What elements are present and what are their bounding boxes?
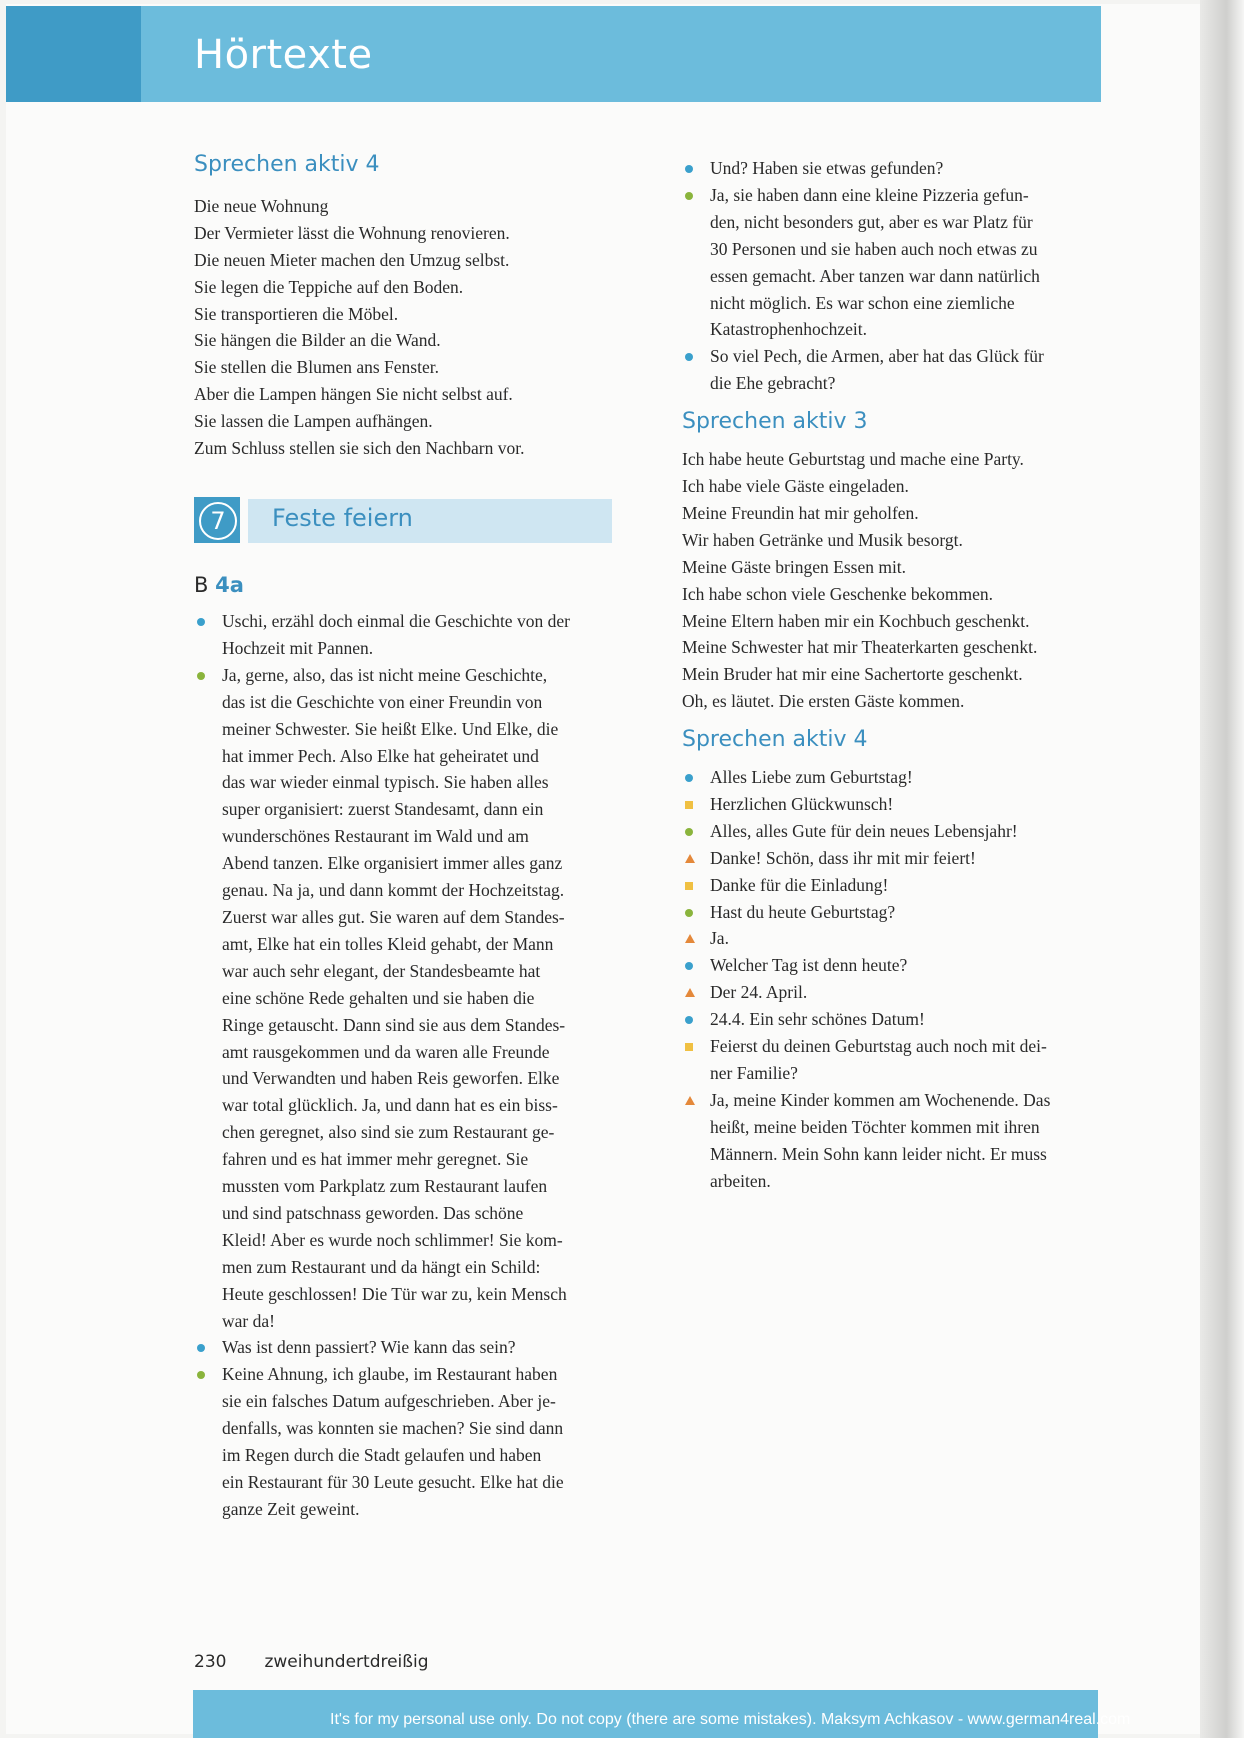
text-line: wunderschönes Restaurant im Wald und am <box>222 826 529 847</box>
dialog-item <box>194 662 624 1335</box>
exercise-label <box>194 573 244 597</box>
blue-dot-icon <box>197 1344 205 1352</box>
text-line: nicht möglich. Es war schon eine ziemliche <box>710 292 1015 313</box>
text-line: Heute geschlossen! Die Tür war zu, kein Mensch <box>222 1283 567 1304</box>
text-line: Was ist denn passiert? Wie kann das sein? <box>222 1337 516 1358</box>
text-line: super organisiert: zuerst Standesamt, dann ein <box>222 799 544 820</box>
text-line: ner Familie? <box>710 1063 798 1083</box>
text-line: Danke! Schön, dass ihr mit mir feiert! <box>710 847 976 868</box>
green-dot-icon <box>685 192 693 200</box>
text-line: Sie stellen die Blumen ans Fenster. <box>194 357 439 378</box>
text-line: Oh, es läutet. Die ersten Gäste kommen. <box>682 691 965 712</box>
section-heading-sprechen-aktiv-3: Sprechen aktiv 3 <box>682 409 868 435</box>
text-line: Sie hängen die Bilder an die Wand. <box>194 330 441 351</box>
text-line: Männern. Mein Sohn kann leider nicht. Er muss <box>710 1143 1047 1164</box>
left-dialog <box>194 608 624 1523</box>
text-line: Meine Eltern haben mir ein Kochbuch geschenkt. <box>682 610 1030 631</box>
text-line: war total glücklich. Ja, und dann hat es ein biss- <box>222 1095 558 1116</box>
text-line: denfalls, was konnten sie machen? Sie sind dann <box>222 1418 564 1439</box>
page-edge-shadow <box>1200 0 1244 1738</box>
text-line: Danke für die Einladung! <box>710 874 889 895</box>
blue-dot-icon <box>685 774 693 782</box>
text-line: Herzlichen Glückwunsch! <box>710 793 894 814</box>
text-line: Abend tanzen. Elke organisiert immer alles ganz <box>222 853 563 874</box>
dialog-item <box>682 979 1102 1006</box>
text-block-geburtstag <box>682 446 1102 715</box>
text-line: eine schöne Rede gehalten und sie haben die <box>222 987 535 1008</box>
yellow-square-icon <box>685 801 693 809</box>
dialog-item <box>682 845 1102 872</box>
text-line: Katastrophenhochzeit. <box>710 319 867 340</box>
text-line: Feierst du deinen Geburtstag auch noch mit dei- <box>710 1036 1047 1057</box>
text-line: Ja. <box>710 928 729 949</box>
text-line: 24.4. Ein sehr schönes Datum! <box>710 1009 925 1030</box>
green-dot-icon <box>197 1371 205 1379</box>
text-line: mussten vom Parkplatz zum Restaurant laufen <box>222 1176 548 1197</box>
page-title: Hörtexte <box>194 32 373 78</box>
text-line: Die neue Wohnung <box>194 195 329 216</box>
unit-number-box <box>194 497 240 543</box>
text-line: im Regen durch die Stadt gelaufen und haben <box>222 1445 542 1466</box>
header-banner <box>6 6 1101 102</box>
text-line: Sie legen die Teppiche auf den Boden. <box>194 276 464 297</box>
text-line: fahren und es hat immer mehr geregnet. Sie <box>222 1149 529 1170</box>
text-line: Ich habe schon viele Geschenke bekommen. <box>682 583 993 604</box>
green-dot-icon <box>685 828 693 836</box>
text-line: 30 Personen und sie haben auch noch etwas zu <box>710 238 1038 259</box>
text-line: Alles Liebe zum Geburtstag! <box>710 767 913 788</box>
text-line: Welcher Tag ist denn heute? <box>710 955 908 976</box>
dialog-item <box>682 1087 1102 1195</box>
text-line: Uschi, erzähl doch einmal die Geschichte von der <box>222 611 570 631</box>
dialog-item <box>682 791 1102 818</box>
text-line: meiner Schwester. Sie heißt Elke. Und Elke, die <box>222 718 559 739</box>
dialog-item <box>682 952 1102 979</box>
text-line: Die neuen Mieter machen den Umzug selbst. <box>194 249 510 270</box>
text-line: chen geregnet, also sind sie zum Restaurant ge- <box>222 1122 555 1143</box>
text-line: men zum Restaurant und da hängt ein Schild: <box>222 1256 541 1277</box>
text-line: Aber die Lampen hängen Sie nicht selbst auf. <box>194 384 513 405</box>
text-line: die Ehe gebracht? <box>710 373 836 394</box>
text-line: Der Vermieter lässt die Wohnung renovieren. <box>194 222 510 243</box>
yellow-square-icon <box>685 1043 693 1051</box>
unit-header <box>194 497 612 543</box>
text-line: Kleid! Aber es wurde noch schlimmer! Sie kom- <box>222 1229 563 1250</box>
orange-triangle-icon <box>685 854 695 863</box>
text-line: das war wieder einmal typisch. Sie haben alles <box>222 772 549 793</box>
text-line: Meine Freundin hat mir geholfen. <box>682 502 919 523</box>
text-line: Ich habe viele Gäste eingeladen. <box>682 475 909 496</box>
text-line: Ja, meine Kinder kommen am Wochenende. Das <box>710 1089 1051 1110</box>
text-line: Hast du heute Geburtstag? <box>710 901 896 922</box>
text-line: amt rausgekommen und da waren alle Freunde <box>222 1041 550 1062</box>
dialog-item <box>682 155 1102 182</box>
orange-triangle-icon <box>685 1096 695 1105</box>
left-column-top <box>194 152 624 462</box>
text-line: Und? Haben sie etwas gefunden? <box>710 158 944 178</box>
page-number-word: zweihundertdreißig <box>264 1652 429 1672</box>
text-line: Der 24. April. <box>710 982 808 1003</box>
dialog-item <box>682 872 1102 899</box>
dialog-item <box>682 899 1102 926</box>
text-line: Ich habe heute Geburtstag und mache eine Party. <box>682 449 1024 470</box>
dialog-item <box>682 764 1102 791</box>
text-line: war da! <box>222 1310 275 1331</box>
watermark-text: It's for my personal use only. Do not copy (there are some mistakes). Maksym Achkasov - www.german4real.com <box>330 1711 1131 1728</box>
dialog-item <box>682 1006 1102 1033</box>
yellow-square-icon <box>685 882 693 890</box>
dialog-item <box>682 182 1102 343</box>
blue-dot-icon <box>685 165 693 173</box>
green-dot-icon <box>197 672 205 680</box>
text-line: Ja, sie haben dann eine kleine Pizzeria gefun- <box>710 184 1029 205</box>
text-line: und Verwandten und haben Reis geworfen. Elke <box>222 1068 560 1089</box>
text-line: ganze Zeit geweint. <box>222 1498 360 1519</box>
exercise-number: 4a <box>215 573 244 597</box>
orange-triangle-icon <box>685 988 695 997</box>
text-line: das ist die Geschichte von einer Freundin von <box>222 691 543 712</box>
exercise-prefix: B <box>194 573 209 597</box>
text-line: Wir haben Getränke und Musik besorgt. <box>682 529 963 550</box>
blue-dot-icon <box>197 618 205 626</box>
dialog-item <box>194 1361 624 1522</box>
unit-title: Feste feiern <box>272 504 413 532</box>
text-line: essen gemacht. Aber tanzen war dann natürlich <box>710 265 1040 286</box>
text-line: So viel Pech, die Armen, aber hat das Glück für <box>710 346 1044 367</box>
dialog-item <box>194 1334 624 1361</box>
right-column <box>682 155 1102 1195</box>
text-line: sie ein falsches Datum aufgeschrieben. Aber je- <box>222 1391 556 1412</box>
text-line: Keine Ahnung, ich glaube, im Restaurant haben <box>222 1364 558 1385</box>
text-line: Alles, alles Gute für dein neues Lebensjahr! <box>710 820 1018 841</box>
green-dot-icon <box>685 909 693 917</box>
text-line: heißt, meine beiden Töchter kommen mit ihren <box>710 1116 1040 1137</box>
text-line: Ja, gerne, also, das ist nicht meine Geschichte, <box>222 664 548 685</box>
section-heading-sprechen-aktiv-4b: Sprechen aktiv 4 <box>682 727 868 753</box>
text-line: und sind patschnass geworden. Das schöne <box>222 1202 524 1223</box>
text-line: Zuerst war alles gut. Sie waren auf dem Standes- <box>222 906 565 927</box>
blue-dot-icon <box>685 1016 693 1024</box>
page-footer <box>194 1652 429 1672</box>
text-line: Sie lassen die Lampen aufhängen. <box>194 411 433 432</box>
unit-number: 7 <box>199 502 237 540</box>
text-line: Meine Gäste bringen Essen mit. <box>682 556 907 577</box>
dialog-item <box>682 925 1102 952</box>
dialog-item <box>194 608 624 662</box>
text-line: Hochzeit mit Pannen. <box>222 637 374 658</box>
page-number: 230 <box>194 1652 227 1672</box>
dialog-item <box>682 818 1102 845</box>
dialog-item <box>682 343 1102 397</box>
text-line: arbeiten. <box>710 1170 771 1191</box>
text-line: den, nicht besonders gut, aber es war Platz für <box>710 211 1033 232</box>
blue-dot-icon <box>685 353 693 361</box>
section-heading-sprechen-aktiv-4: Sprechen aktiv 4 <box>194 152 380 177</box>
blue-dot-icon <box>685 962 693 970</box>
text-line: ein Restaurant für 30 Leute gesucht. Elke hat die <box>222 1472 564 1492</box>
header-accent-block <box>6 6 141 102</box>
dialog-item <box>682 1033 1102 1087</box>
text-line: Zum Schluss stellen sie sich den Nachbarn vor. <box>194 438 525 459</box>
text-line: Ringe getauscht. Dann sind sie aus dem Standes- <box>222 1014 566 1035</box>
text-line: Sie transportieren die Möbel. <box>194 303 399 324</box>
text-line: hat immer Pech. Also Elke hat geheiratet und <box>222 745 539 766</box>
dialog-continuation <box>682 155 1102 397</box>
text-line: war auch sehr elegant, der Standesbeamte hat <box>222 960 541 981</box>
text-block-die-neue-wohnung <box>194 193 624 462</box>
orange-triangle-icon <box>685 934 695 943</box>
text-line: amt, Elke hat ein tolles Kleid gehabt, der Mann <box>222 933 554 954</box>
text-line: Mein Bruder hat mir eine Sachertorte geschenkt. <box>682 664 1023 685</box>
text-line: Meine Schwester hat mir Theaterkarten geschenkt. <box>682 637 1038 658</box>
dialog-geburtstag <box>682 764 1102 1195</box>
text-line: genau. Na ja, und dann kommt der Hochzeitstag. <box>222 880 565 901</box>
